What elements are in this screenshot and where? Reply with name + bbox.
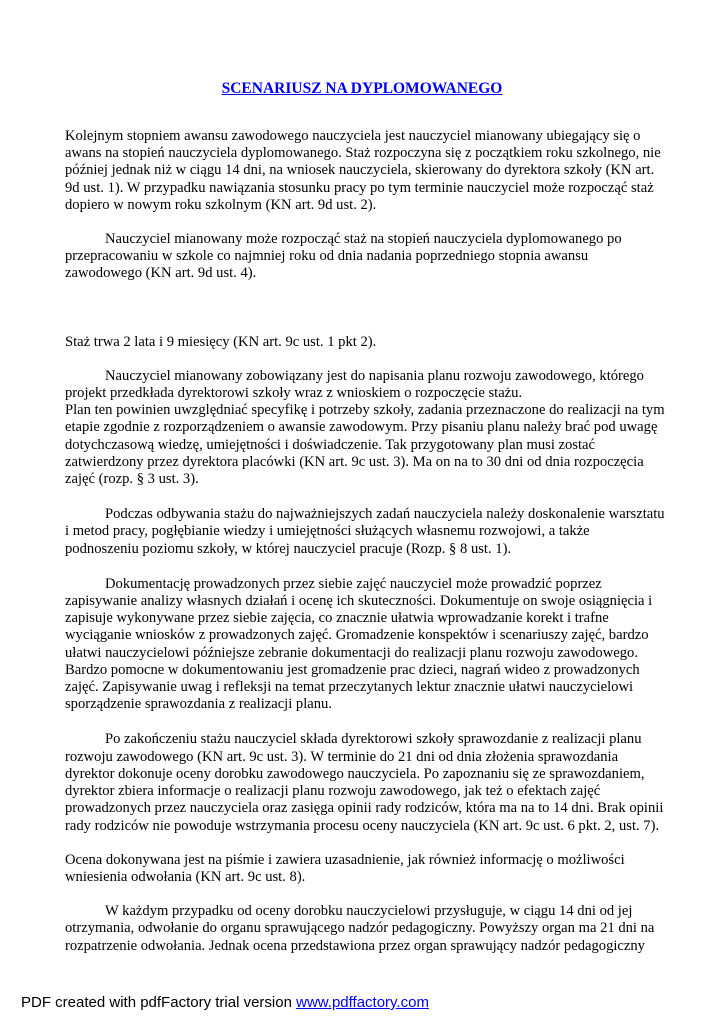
paragraph-appeal: W każdym przypadku od oceny dorobku nauczycielowi przysługuje, w ciągu 14 dni od jej otrzymania, odwołanie do organu sprawującego nadzór pedagogiczny. Powyższy organ ma 21 dni na rozpatrzenie odwołania. Jednak ocena przedstawiona przez organ sprawujący nadzór pedagogiczny [65,903,655,954]
document-title: SCENARIUSZ NA DYPLOMOWANEGO [221,80,503,97]
footer-link[interactable]: www.pdffactory.com [296,994,429,1011]
footer-text: PDF created with pdfFactory trial version [21,994,297,1011]
paragraph-evaluation: Po zakończeniu stażu nauczyciel składa dyrektorowi szkoły sprawozdanie z realizacji planu rozwoju zawodowego (KN art. 9c ust. 3). W terminie do 21 dni od dnia złożenia sprawozdania dyrektor dokonuje oceny dorobku zawodowego nauczyciela. Po zapoznaniu się ze sprawozdaniem, dyrektor zbiera informacje o realizacji planu rozwoju zawodowego, jak też o efektach zajęć prowadzonych przez nauczyciela oraz zasięga opinii rady rodziców, która ma na to 14 dni. Brak opinii rady rodziców nie powoduje wstrzymania procesu oceny nauczyciela (KN art. 9c ust. 6 pkt. 2, ust. 7). [65,731,664,834]
paragraph-written-evaluation: Ocena dokonywana jest na piśmie i zawiera uzasadnienie, jak również informację o możliwości wniesienia odwołania (KN art. 9c ust. 8). [65,851,625,885]
paragraph-duration: Staż trwa 2 lata i 9 miesięcy (KN art. 9c ust. 1 pkt 2). [65,333,377,350]
pdf-footer [21,994,429,1011]
paragraph-eligibility: Nauczyciel mianowany może rozpocząć staż na stopień nauczyciela dyplomowanego po przepracowaniu w szkole co najmniej roku od dnia nadania poprzedniego stopnia awansu zawodowego (KN art. 9d ust. 4). [65,231,622,282]
paragraph-plan-details: Plan ten powinien uwzględniać specyfikę i potrzeby szkoły, zadania przeznaczone do realizacji na tym etapie zgodnie z rozporządzeniem o awansie zawodowym. Przy pisaniu planu należy brać pod uwagę dotychczasową wiedzę, umiejętności i doświadczenie. Tak przygotowany plan musi zostać zatwierdzony przez dyrektora placówki (KN art. 9c ust. 3). Ma on na to 30 dni od dnia rozpoczęcia zajęć (rozp. § 3 ust. 3). [65,402,665,488]
paragraph-development-plan: Nauczyciel mianowany zobowiązany jest do napisania planu rozwoju zawodowego, którego projekt przedkłada dyrektorowi szkoły wraz z wnioskiem o rozpoczęcie stażu. [65,367,644,402]
paragraph-documentation: Dokumentację prowadzonych przez siebie zajęć nauczyciel może prowadzić poprzez zapisywanie analizy własnych działań i ocenę ich skuteczności. Dokumentuje on swoje osiągnięcia i zapisuje wykonywane przez siebie zajęcia, co znacznie ułatwia wprowadzanie korekt i trafne wyciąganie wniosków z prowadzonych zajęć. Gromadzenie konspektów i scenariuszy zajęć, bardzo ułatwi nauczycielowi późniejsze zebranie dokumentacji do realizacji planu rozwoju zawodowego. Bardzo pomocne w dokumentowaniu jest gromadzenie prac dzieci, nagrań wideo z prowadzonych zajęć. Zapisywanie uwag i refleksji na temat przeczytanych lektur znacznie ułatwi nauczycielowi sporządzenie sprawozdania z realizacji planu. [65,575,653,713]
paragraph-tasks: Podczas odbywania stażu do najważniejszych zadań nauczyciela należy doskonalenie warsztatu i metod pracy, pogłębianie wiedzy i umiejętności służących własnemu rozwojowi, a także podnoszeniu poziomu szkoły, w której nauczyciel pracuje (Rozp. § 8 ust. 1). [65,506,665,557]
document-body [65,128,667,955]
paragraph-intro: Kolejnym stopniem awansu zawodowego nauczyciela jest nauczyciel mianowany ubiegający się o awans na stopień nauczyciela dyplomowanego. Staż rozpoczyna się z początkiem roku szkolnego, nie później jednak niż w ciągu 14 dni, na wniosek nauczyciela, skierowany do dyrektora szkoły (KN art. 9d ust. 1). W przypadku nawiązania stosunku pracy po tym terminie nauczyciel może rozpocząć staż dopiero w nowym roku szkolnym (KN art. 9d ust. 2). [65,128,661,213]
